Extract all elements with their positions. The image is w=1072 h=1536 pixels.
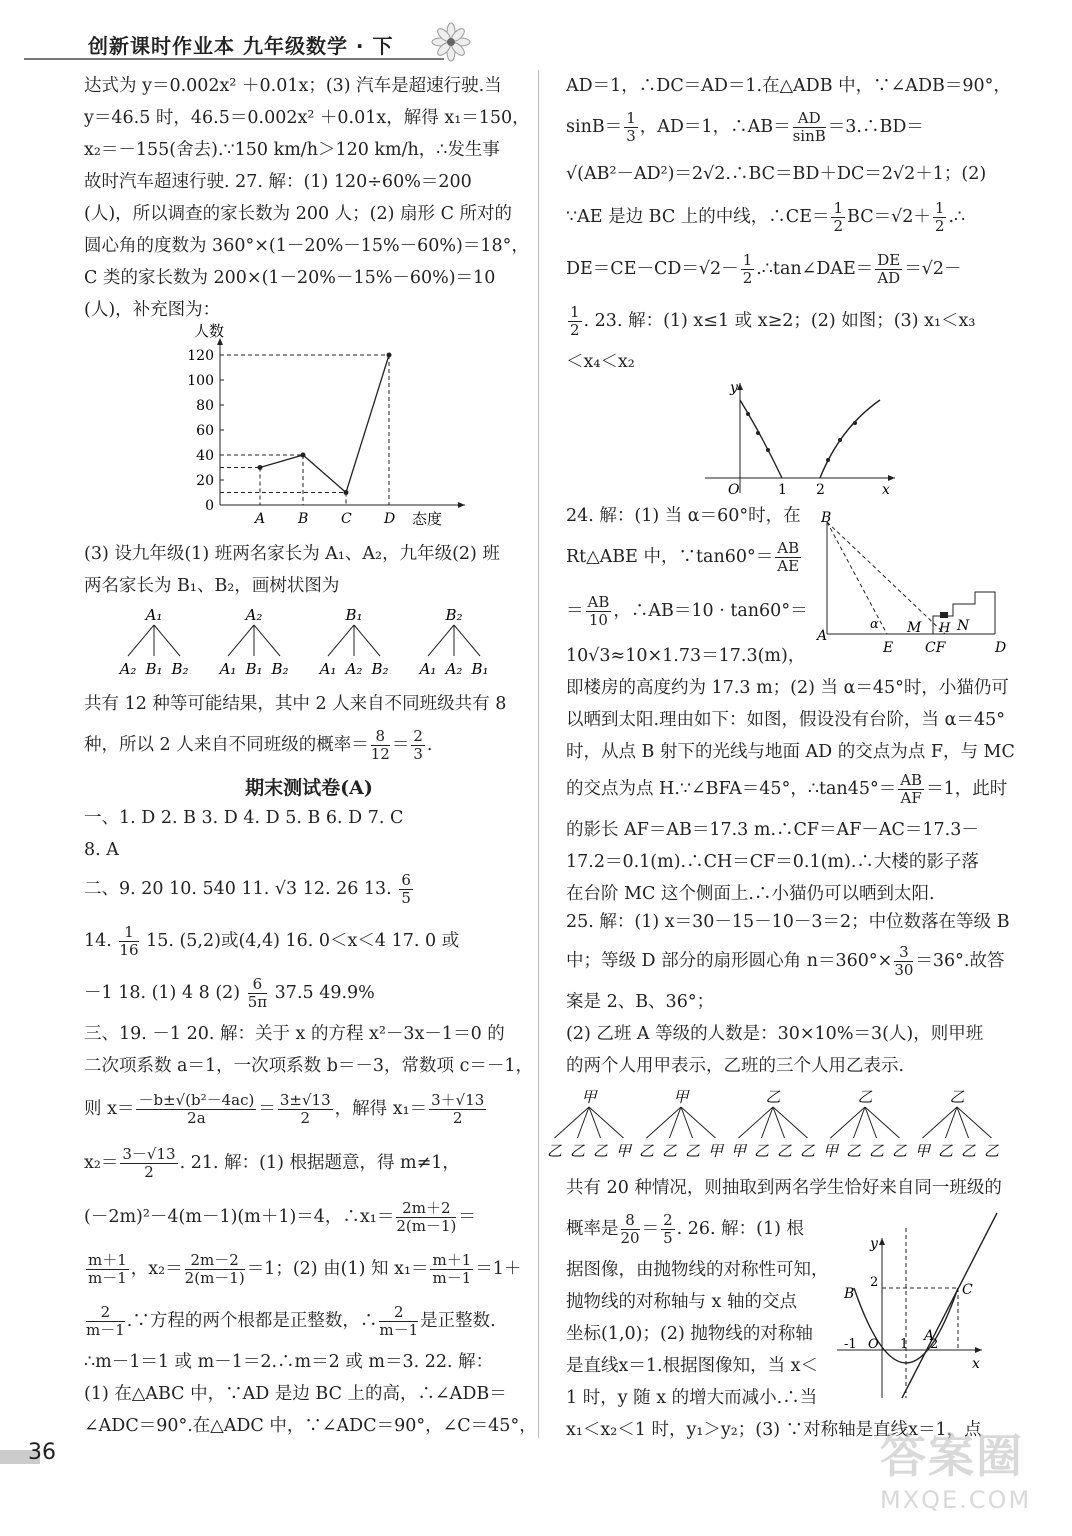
- x-tick-label: C: [341, 511, 352, 527]
- text-line: －1 18. (1) 4 8 (2) $\frac{6}{5\pi}$ 37.5 49.9%: [84, 975, 375, 1011]
- fraction: $\frac{1}{2}$: [934, 199, 945, 235]
- text-line: 故时汽车超速行驶. 27. 解：(1) 120÷60%＝200: [84, 172, 472, 192]
- fraction: $\frac{3}{30}$: [894, 943, 914, 979]
- building-shadow-figure-q24: [815, 508, 1005, 658]
- fraction: $\frac{AB}{AE}$: [777, 539, 800, 575]
- text-line: 1 时，y 随 x 的增大而减小.∴当: [566, 1388, 818, 1408]
- text-line: 两名家长为 B₁、B₂，画树状图为: [84, 576, 340, 596]
- text-line: ＝ $\frac{AB}{10}$ ，∴AB＝10 · tan60°＝: [566, 593, 808, 629]
- tree-branch: [354, 625, 380, 656]
- x-tick-label: B: [298, 511, 309, 527]
- y-tick-label: 120: [187, 348, 214, 364]
- y-tick-label: 40: [196, 448, 214, 464]
- tree-leaf: 乙: [937, 1142, 954, 1160]
- tree-diagram-q25: [545, 1086, 1015, 1166]
- text-line: 则 x＝ $\frac{\text{－b±√(b²－4ac)}}{2a}$ ＝ $\frac{3\pm√13}{2}$ ，解得 x₁＝ $\frac{3+√13}{2}$: [84, 1091, 485, 1127]
- tree-leaf: 甲: [914, 1142, 931, 1160]
- tree-leaf: 乙: [868, 1142, 885, 1160]
- tree-leaf: B₁: [145, 660, 163, 678]
- tick-label: 2: [816, 482, 825, 498]
- axis-label-y: y: [730, 380, 738, 396]
- y-tick-label: 60: [196, 423, 214, 439]
- fraction: $\frac{AB}{10}$: [587, 593, 610, 629]
- text-line: 时，从点 B 射下的光线与地面 AD 的交点为点 F，与 MC: [566, 742, 1015, 762]
- point-label: CF: [925, 640, 946, 656]
- text-line: 是直线x＝1.根据图像知，当 x＜: [566, 1356, 818, 1376]
- page-number: 36: [28, 1440, 56, 1465]
- tree-branch: [454, 625, 480, 656]
- tree-leaf: 乙: [638, 1142, 655, 1160]
- text-line: 三、19. －1 20. 解：关于 x 的方程 x²－3x－1＝0 的: [84, 1024, 505, 1044]
- x-tick-label: D: [384, 511, 396, 527]
- tree-leaf: A₂: [345, 660, 363, 678]
- x-axis-label: 态度: [412, 510, 443, 528]
- fraction: $\frac{2}{m-1}$: [86, 1303, 125, 1339]
- tree-leaf: B₁: [245, 660, 263, 678]
- text-line: 8. A: [84, 840, 119, 860]
- axis-label-x: x: [882, 482, 890, 498]
- text-line: 一、1. D 2. B 3. D 4. D 5. B 6. D 7. C: [84, 808, 404, 828]
- text-line: 种，所以 2 人来自不同班级的概率＝ $\frac{8}{12}$ ＝ $\frac{2}{3}$ .: [84, 727, 433, 763]
- tree-leaf: 甲: [615, 1142, 632, 1160]
- axis-label-y: y: [870, 1236, 878, 1252]
- text-line: 抛物线的对称轴与 x 轴的交点: [566, 1292, 797, 1312]
- text-line: 24. 解：(1) 当 α＝60°时，在: [566, 506, 801, 526]
- text-line: 据图像，由抛物线的对称性可知，: [566, 1260, 829, 1280]
- fraction: $\frac{8}{20}$: [620, 1211, 640, 1247]
- text-line: ＜x₄＜x₂: [566, 352, 635, 372]
- origin-label: O: [728, 482, 740, 498]
- fraction: $\frac{1}{3}$: [626, 109, 636, 145]
- text-line: 的影长 AF＝AB＝17.3 m.∴CF＝AF－AC＝17.3－: [566, 820, 979, 840]
- page-header-title: 创新课时作业本 九年级数学 · 下: [88, 34, 394, 58]
- tree-root: 乙: [765, 1088, 781, 1106]
- text-line: $\frac{2}{m-1}$ .∵方程的两个根都是正整数，∴ $\frac{2}{m-1}$ 是正整数.: [86, 1303, 496, 1339]
- fraction: $\frac{8}{12}$: [370, 727, 390, 763]
- text-line: Rt△ABE 中，∵tan60°＝ $\frac{AB}{AE}$: [566, 539, 800, 575]
- fraction: $\frac{AD}{\sin B}$: [792, 109, 826, 145]
- y-axis-label: 人数: [194, 322, 225, 340]
- point-label: H: [939, 621, 951, 636]
- tree-leaf: B₂: [371, 660, 389, 678]
- text-line: (1) 在△ABC 中，∵AD 是边 BC 上的高，∴∠ADB＝: [84, 1384, 507, 1404]
- point-label: N: [957, 618, 970, 634]
- fraction: $\frac{2}{m-1}$: [379, 1303, 419, 1339]
- tree-leaf: A₁: [219, 660, 237, 678]
- fraction: $\frac{2}{3}$: [413, 727, 423, 763]
- parabola-figure-q26: [832, 1208, 1012, 1408]
- text-line: 二次项系数 a＝1，一次项系数 b＝－3，常数项 c＝－1，: [84, 1056, 534, 1076]
- data-point: [258, 465, 263, 470]
- point-label: B: [821, 510, 832, 526]
- tree-root: 甲: [673, 1088, 689, 1106]
- data-point: [301, 453, 306, 458]
- tree-root: 乙: [949, 1088, 965, 1106]
- tree-root: B₂: [445, 606, 463, 624]
- tree-diagram-q27: [110, 604, 530, 682]
- text-line: C 类的家长数为 200×(1－20%－15%－60%)＝10: [84, 268, 496, 288]
- text-line: √(AB²－AD²)＝2√2.∴BC＝BD＋DC＝2√2＋1；(2): [566, 164, 987, 184]
- text-line: 案是 2、B、36°；: [566, 992, 715, 1012]
- tree-leaf: B₂: [271, 660, 289, 678]
- header-rule: [24, 58, 444, 60]
- tree-branch: [228, 625, 254, 656]
- fraction: $\frac{m+1}{m-1}$: [432, 1251, 472, 1287]
- fraction: $\frac{m+1}{m-1}$: [88, 1251, 127, 1287]
- text-line: DE＝CE－CD＝√2－ $\frac{1}{2}$ .∴tan∠DAE＝ $\frac{DE}{AD}$ ＝√2－: [566, 251, 962, 287]
- tree-leaf: 甲: [730, 1142, 747, 1160]
- tree-root: 甲: [581, 1088, 597, 1106]
- watermark-logo-text: 答案圈: [880, 1429, 1024, 1483]
- fraction: $\frac{AB}{AF}$: [900, 771, 923, 807]
- tree-branch: [589, 1107, 624, 1138]
- fraction: $\frac{1}{2}$: [570, 303, 580, 339]
- tree-branch: [555, 1107, 590, 1138]
- tree-leaf: 乙: [799, 1142, 816, 1160]
- point-label: M: [907, 620, 922, 636]
- tick-label: 2: [870, 1275, 879, 1290]
- tick-label: -1: [844, 1337, 857, 1352]
- text-line: 10√3≈10×1.73＝17.3(m)，: [566, 646, 806, 666]
- tree-branch: [428, 625, 454, 656]
- point-label: A: [817, 628, 828, 644]
- tree-leaf: 乙: [592, 1142, 609, 1160]
- text-line: x₂＝ $\frac{3-√13}{2}$ . 21. 解：(1) 根据题意，得 m≠1，: [84, 1145, 460, 1181]
- fraction: $\frac{3\pm√13}{2}$: [279, 1091, 331, 1127]
- fraction: $\frac{\text{－b±√(b²－4ac)}}{2a}$: [138, 1091, 255, 1127]
- text-line: (2) 乙班 A 等级的人数是：30×10%＝3(人)，则甲班: [566, 1024, 984, 1044]
- fraction: $\frac{1}{2}$: [833, 199, 844, 235]
- tree-leaf: B₁: [471, 660, 489, 678]
- tree-branch: [154, 625, 180, 656]
- tree-branch: [739, 1107, 774, 1138]
- fraction: $\frac{3-√13}{2}$: [122, 1145, 176, 1181]
- tree-root: 乙: [857, 1088, 873, 1106]
- data-line: [260, 355, 389, 493]
- tree-branch: [647, 1107, 682, 1138]
- text-line: sinB＝ $\frac{1}{3}$ ，AD＝1，∴AB＝ $\frac{AD}{\sin B}$ ＝3.∴BD＝: [566, 109, 924, 145]
- angle-label: α: [870, 617, 879, 632]
- text-line: (－2m)²－4(m－1)(m＋1)＝4，∴x₁＝ $\frac{2m+2}{2(m-1)}$ ＝: [84, 1199, 476, 1235]
- tree-leaf: A₁: [319, 660, 337, 678]
- text-line: ∵AE 是边 BC 上的中线，∴CE＝ $\frac{1}{2}$ BC＝√2＋ $\frac{1}{2}$ .∴: [566, 199, 966, 235]
- tree-leaf: 乙: [983, 1142, 1000, 1160]
- fraction: $\frac{6}{5}$: [401, 871, 411, 907]
- point-label: C: [962, 1282, 973, 1298]
- text-line: 25. 解：(1) x＝30－15－10－3＝2；中位数落在等级 B: [566, 912, 1010, 932]
- point-label: D: [995, 640, 1007, 656]
- tree-leaf: A₂: [445, 660, 463, 678]
- tick-label: 1: [778, 482, 787, 498]
- origin-label: O: [868, 1337, 879, 1352]
- text-line: 坐标(1,0)；(2) 抛物线的对称轴: [566, 1324, 813, 1344]
- tree-leaf: 甲: [822, 1142, 839, 1160]
- tree-leaf: 甲: [707, 1142, 724, 1160]
- text-line: AD＝1，∴DC＝AD＝1.在△ADB 中，∵∠ADB＝90°，: [566, 76, 1011, 96]
- point-label: E: [883, 640, 894, 656]
- text-line: $\frac{m+1}{m-1}$ ，x₂＝ $\frac{2m-2}{2(m-1)}$ ＝1；(2) 由(1) 知 x₁＝ $\frac{m+1}{m-1}$ ＝1＋: [88, 1251, 522, 1287]
- text-line: x₁＜x₂＜1 时，y₁＞y₂；(3) ∵对称轴是直线x＝1，点: [566, 1420, 982, 1440]
- tree-leaf: 乙: [684, 1142, 701, 1160]
- text-line: ∴m－1＝1 或 m－1＝2.∴m＝2 或 m＝3. 22. 解：: [84, 1352, 494, 1372]
- text-line: 二、9. 20 10. 540 11. √3 12. 26 13. $\frac{6}{5}$: [84, 871, 411, 907]
- tree-root: B₁: [345, 606, 363, 624]
- tree-leaf: 乙: [753, 1142, 770, 1160]
- tree-branch: [254, 625, 280, 656]
- fraction: $\frac{2}{5}$: [663, 1211, 673, 1247]
- point-label: A: [924, 1328, 935, 1344]
- text-line: (3) 设九年级(1) 班两名家长为 A₁、A₂，九年级(2) 班: [84, 544, 500, 564]
- fraction: $\frac{2m+2}{2(m-1)}$: [396, 1199, 457, 1235]
- tree-leaf: B₂: [171, 660, 189, 678]
- tick-label: 1: [900, 1337, 909, 1352]
- text-line: ∠ADC＝90°.在△ADC 中，∵∠ADC＝90°，∠C＝45°，: [84, 1416, 537, 1436]
- tree-leaf: A₁: [419, 660, 437, 678]
- axis-label-x: x: [972, 1356, 980, 1372]
- text-line: 17.2＝0.1(m).∴CH＝CF＝0.1(m).∴大楼的影子落: [566, 852, 979, 872]
- data-point: [387, 353, 392, 358]
- x-tick-label: A: [255, 511, 266, 527]
- fraction: $\frac{DE}{AD}$: [877, 251, 901, 287]
- text-line: y＝46.5 时，46.5＝0.002x² ＋0.01x，解得 x₁＝150，: [84, 108, 530, 128]
- text-line: 在台阶 MC 这个侧面上.∴小猫仍可以晒到太阳.: [566, 884, 935, 904]
- text-line: x₂＝－155(舍去).∵150 km/h＞120 km/h，∴发生事: [84, 140, 500, 160]
- text-line: 概率是 $\frac{8}{20}$ ＝ $\frac{2}{5}$ . 26. 解：(1) 根: [566, 1211, 805, 1247]
- flower-icon: [428, 22, 474, 62]
- y-tick-label: 100: [187, 373, 214, 389]
- tree-leaf: 乙: [960, 1142, 977, 1160]
- tree-branch: [957, 1107, 992, 1138]
- tree-leaf: 乙: [845, 1142, 862, 1160]
- tree-leaf: A₂: [119, 660, 137, 678]
- text-line: 共有 20 种情况，则抽取到两名学生恰好来自同一班级的: [566, 1178, 1002, 1198]
- text-line: $\frac{1}{2}$ . 23. 解：(1) x≤1 或 x≥2；(2) 如图；(3) x₁＜x₃: [570, 303, 976, 339]
- text-line: 以晒到太阳.理由如下：如图，假设没有台阶，当 α＝45°: [566, 710, 1005, 730]
- tree-branch: [831, 1107, 866, 1138]
- tree-root: A₁: [145, 606, 163, 624]
- text-line: 达式为 y＝0.002x² ＋0.01x；(3) 汽车是超速行驶.当: [84, 76, 502, 96]
- y-tick-label: 0: [205, 498, 214, 514]
- y-tick-label: 80: [196, 398, 214, 414]
- text-line: 即楼房的高度约为 17.3 m；(2) 当 α＝45°时，小猫仍可: [566, 678, 1009, 698]
- text-line: 14. $\frac{1}{16}$ 15. (5,2)或(4,4) 16. 0＜x＜4 17. 0 或: [84, 923, 460, 959]
- text-line: 中；等级 D 部分的扇形圆心角 n＝360°× $\frac{3}{30}$ ＝36°.故答: [566, 943, 1005, 979]
- fraction: $\frac{1}{16}$: [119, 923, 139, 959]
- tree-leaf: 乙: [776, 1142, 793, 1160]
- tree-branch: [865, 1107, 900, 1138]
- fraction: $\frac{6}{5\pi}$: [247, 975, 268, 1011]
- tree-branch: [923, 1107, 958, 1138]
- point-label: B: [844, 1286, 855, 1302]
- text-line: (人)，所以调查的家长数为 200 人；(2) 扇形 C 所对的: [84, 204, 513, 224]
- tree-branch: [681, 1107, 716, 1138]
- column-divider: [538, 70, 539, 1438]
- fraction: $\frac{2m-2}{2(m-1)}$: [184, 1251, 245, 1287]
- survey-line-chart: [180, 320, 480, 530]
- tree-branch: [328, 625, 354, 656]
- text-line: (人)，补充图为：: [84, 300, 221, 320]
- text-line: 圆心角的度数为 360°×(1－20%－15%－60%)＝18°，: [84, 236, 529, 256]
- text-line: 的两个人用甲表示，乙班的三个人用乙表示.: [566, 1056, 905, 1076]
- watermark: [880, 1420, 1031, 1514]
- data-point: [344, 490, 349, 495]
- tree-leaf: 乙: [661, 1142, 678, 1160]
- watermark-url: MXQE.COM: [880, 1486, 1032, 1514]
- x-axis-arrow: [458, 502, 465, 508]
- y-tick-label: 20: [196, 473, 214, 489]
- fraction: $\frac{1}{2}$: [742, 251, 753, 287]
- tree-branch: [128, 625, 154, 656]
- text-line: 的交点为点 H.∵∠BFA＝45°，∴tan45°＝ $\frac{AB}{AF}$ ＝1，此时: [566, 771, 1008, 807]
- tree-leaf: 乙: [546, 1142, 563, 1160]
- parabola-abs-figure-q23: [700, 378, 900, 498]
- tree-leaf: 乙: [569, 1142, 586, 1160]
- tree-root: A₂: [245, 606, 263, 624]
- fraction: $\frac{3+√13}{2}$: [431, 1091, 485, 1127]
- tree-leaf: 乙: [891, 1142, 908, 1160]
- tree-branch: [773, 1107, 808, 1138]
- exam-section-title: 期末测试卷(A): [245, 777, 373, 799]
- tick-label: 2: [930, 1337, 939, 1352]
- text-line: 共有 12 种等可能结果，其中 2 人来自不同班级共有 8: [84, 694, 507, 714]
